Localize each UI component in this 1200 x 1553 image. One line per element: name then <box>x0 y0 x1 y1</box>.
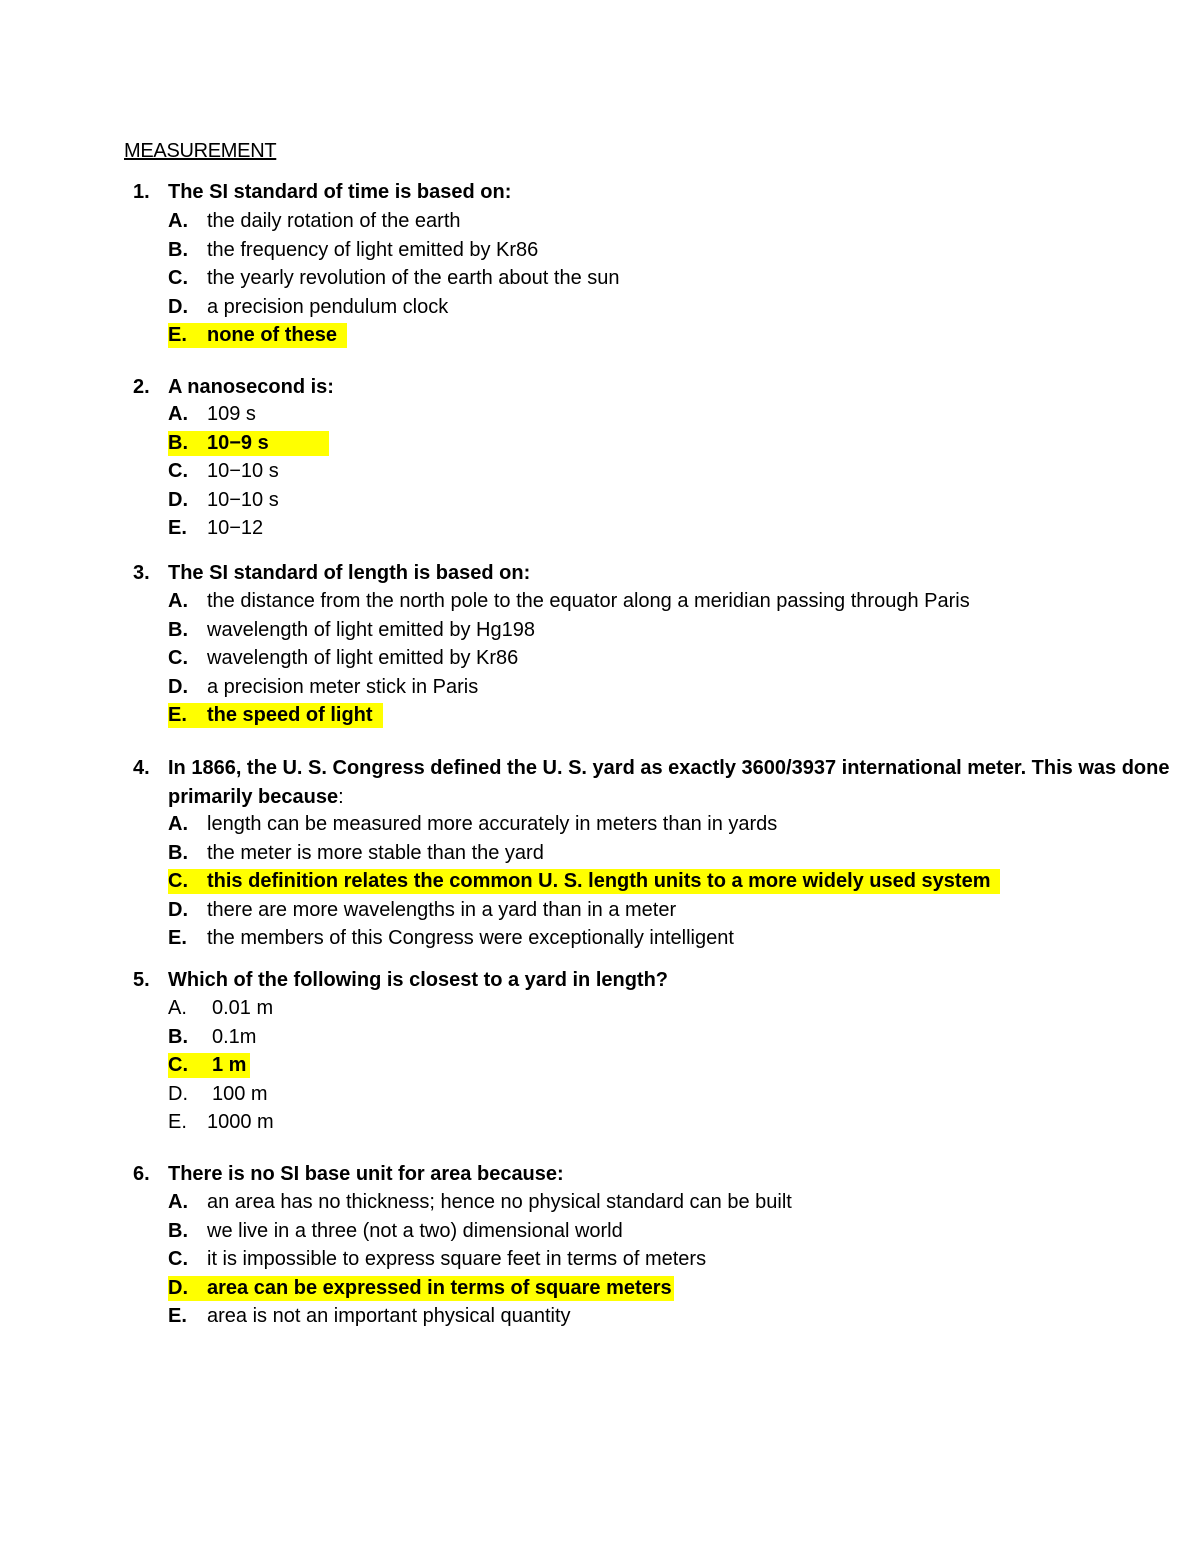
question-text <box>168 754 1198 811</box>
choice-list-2 <box>168 400 329 543</box>
question-6 <box>133 1160 1198 1189</box>
page-title: MEASUREMENT <box>124 140 277 162</box>
choice-letter: A. <box>168 590 188 612</box>
choice-text: 0.1m <box>212 1025 257 1048</box>
choice-text: 109 s <box>207 403 256 425</box>
question-text: The SI standard of time is based on: <box>168 181 512 203</box>
choice-text: wavelength of light emitted by Kr86 <box>207 647 519 669</box>
question-text-tail: : <box>338 785 344 808</box>
answer-highlight <box>168 1276 674 1301</box>
choice-item <box>168 486 329 515</box>
choice-text: a precision meter stick in Paris <box>207 675 479 698</box>
choice-item <box>168 293 620 322</box>
choice-letter: B. <box>168 431 188 454</box>
choice-letter: A. <box>168 210 188 232</box>
choice-item <box>168 1108 274 1137</box>
correct-choice <box>168 701 970 730</box>
question-number: 6. <box>133 1163 150 1185</box>
choice-letter: C. <box>168 460 188 482</box>
answer-highlight <box>168 703 383 728</box>
choice-text: the daily rotation of the earth <box>207 210 461 232</box>
choice-letter: A. <box>168 1191 188 1213</box>
choice-letter: D. <box>168 1082 188 1105</box>
choice-item <box>168 207 620 236</box>
question-text-main: In 1866, the U. S. Congress defined the U. S. yard as exactly 3600/3937 international meter. This was done primarily because <box>168 757 1176 808</box>
question-number: 4. <box>133 757 150 779</box>
choice-text: 100 m <box>212 1082 268 1105</box>
choice-list-1 <box>168 207 620 350</box>
choice-item <box>168 810 1000 839</box>
question-text: A nanosecond is: <box>168 376 334 398</box>
choice-text: 1000 m <box>207 1111 274 1133</box>
choice-item <box>168 644 970 673</box>
choice-letter: B. <box>168 841 188 864</box>
choice-list-3 <box>168 587 970 730</box>
choice-text: we live in a three (not a two) dimensional world <box>207 1219 623 1242</box>
correct-choice <box>168 429 329 458</box>
answer-highlight <box>168 323 347 348</box>
choice-letter: E. <box>168 1305 187 1327</box>
choice-list-4 <box>168 810 1000 953</box>
choice-letter: E. <box>168 1111 187 1133</box>
choice-letter: B. <box>168 618 188 641</box>
choice-text: area is not an important physical quantity <box>207 1305 571 1327</box>
choice-item <box>168 400 329 429</box>
choice-item <box>168 924 1000 953</box>
answer-highlight <box>168 431 329 456</box>
choice-text: 0.01 m <box>212 997 274 1019</box>
answer-highlight <box>168 1053 250 1078</box>
choice-text: the speed of light <box>207 704 373 726</box>
choice-letter: E. <box>168 704 187 726</box>
choice-item <box>168 457 329 486</box>
question-number: 5. <box>133 969 150 991</box>
choice-text: it is impossible to express square feet in terms of meters <box>207 1248 707 1270</box>
choice-text: the meter is more stable than the yard <box>207 841 544 864</box>
choice-item <box>168 1302 792 1331</box>
question-1 <box>133 178 1198 207</box>
choice-letter: C. <box>168 870 188 892</box>
choice-letter: D. <box>168 295 188 318</box>
choice-letter: C. <box>168 1054 188 1076</box>
choice-text: there are more wavelengths in a yard than in a meter <box>207 898 677 921</box>
choice-item <box>168 236 620 265</box>
choice-text: the frequency of light emitted by Kr86 <box>207 238 539 261</box>
choice-letter: A. <box>168 997 187 1019</box>
answer-highlight <box>168 869 1000 894</box>
choice-text: 1 m <box>212 1054 247 1076</box>
choice-item <box>168 1217 792 1246</box>
correct-choice <box>168 1274 792 1303</box>
choice-item <box>168 1188 792 1217</box>
correct-choice <box>168 321 620 350</box>
question-text: There is no SI base unit for area because: <box>168 1163 564 1185</box>
choice-letter: A. <box>168 403 188 425</box>
choice-item <box>168 896 1000 925</box>
choice-letter: D. <box>168 1276 188 1299</box>
choice-item <box>168 673 970 702</box>
choice-text: 10−10 s <box>207 488 279 511</box>
correct-choice <box>168 867 1000 896</box>
choice-text: 10−10 s <box>207 460 279 482</box>
choice-text: length can be measured more accurately in meters than in yards <box>207 813 778 835</box>
question-number: 1. <box>133 181 150 203</box>
choice-text: wavelength of light emitted by Hg198 <box>207 618 535 641</box>
choice-text: a precision pendulum clock <box>207 295 449 318</box>
question-5 <box>133 966 1198 995</box>
choice-text: this definition relates the common U. S. length units to a more widely used system <box>207 870 991 892</box>
choice-item <box>168 994 274 1023</box>
question-text: Which of the following is closest to a yard in length? <box>168 969 669 991</box>
question-4 <box>133 754 1198 811</box>
correct-choice <box>168 1051 274 1080</box>
question-2 <box>133 373 1198 402</box>
choice-letter: B. <box>168 1025 188 1048</box>
choice-item <box>168 1023 274 1052</box>
choice-text: 10−12 <box>207 517 264 539</box>
choice-letter: A. <box>168 813 188 835</box>
choice-list-6 <box>168 1188 792 1331</box>
choice-text: an area has no thickness; hence no physical standard can be built <box>207 1191 792 1213</box>
choice-list-5 <box>168 994 274 1137</box>
choice-letter: D. <box>168 898 188 921</box>
choice-text: the members of this Congress were exceptionally intelligent <box>207 927 734 949</box>
choice-text: none of these <box>207 324 338 346</box>
question-3 <box>133 559 1198 588</box>
question-text: The SI standard of length is based on: <box>168 562 531 584</box>
choice-item <box>168 1080 274 1109</box>
choice-letter: C. <box>168 267 188 289</box>
choice-text: the distance from the north pole to the equator along a meridian passing through Paris <box>207 590 970 612</box>
choice-letter: D. <box>168 675 188 698</box>
question-number: 2. <box>133 376 150 398</box>
choice-letter: B. <box>168 238 188 261</box>
choice-letter: D. <box>168 488 188 511</box>
choice-letter: E. <box>168 324 187 346</box>
choice-text: area can be expressed in terms of square meters <box>207 1276 672 1299</box>
choice-letter: E. <box>168 517 187 539</box>
choice-item <box>168 839 1000 868</box>
choice-text: 10−9 s <box>207 431 269 454</box>
choice-item <box>168 1245 792 1274</box>
choice-item <box>168 264 620 293</box>
choice-item <box>168 587 970 616</box>
choice-letter: B. <box>168 1219 188 1242</box>
choice-letter: C. <box>168 647 188 669</box>
choice-text: the yearly revolution of the earth about the sun <box>207 267 620 289</box>
choice-letter: C. <box>168 1248 188 1270</box>
question-number: 3. <box>133 562 150 584</box>
choice-letter: E. <box>168 927 187 949</box>
choice-item <box>168 514 329 543</box>
choice-item <box>168 616 970 645</box>
